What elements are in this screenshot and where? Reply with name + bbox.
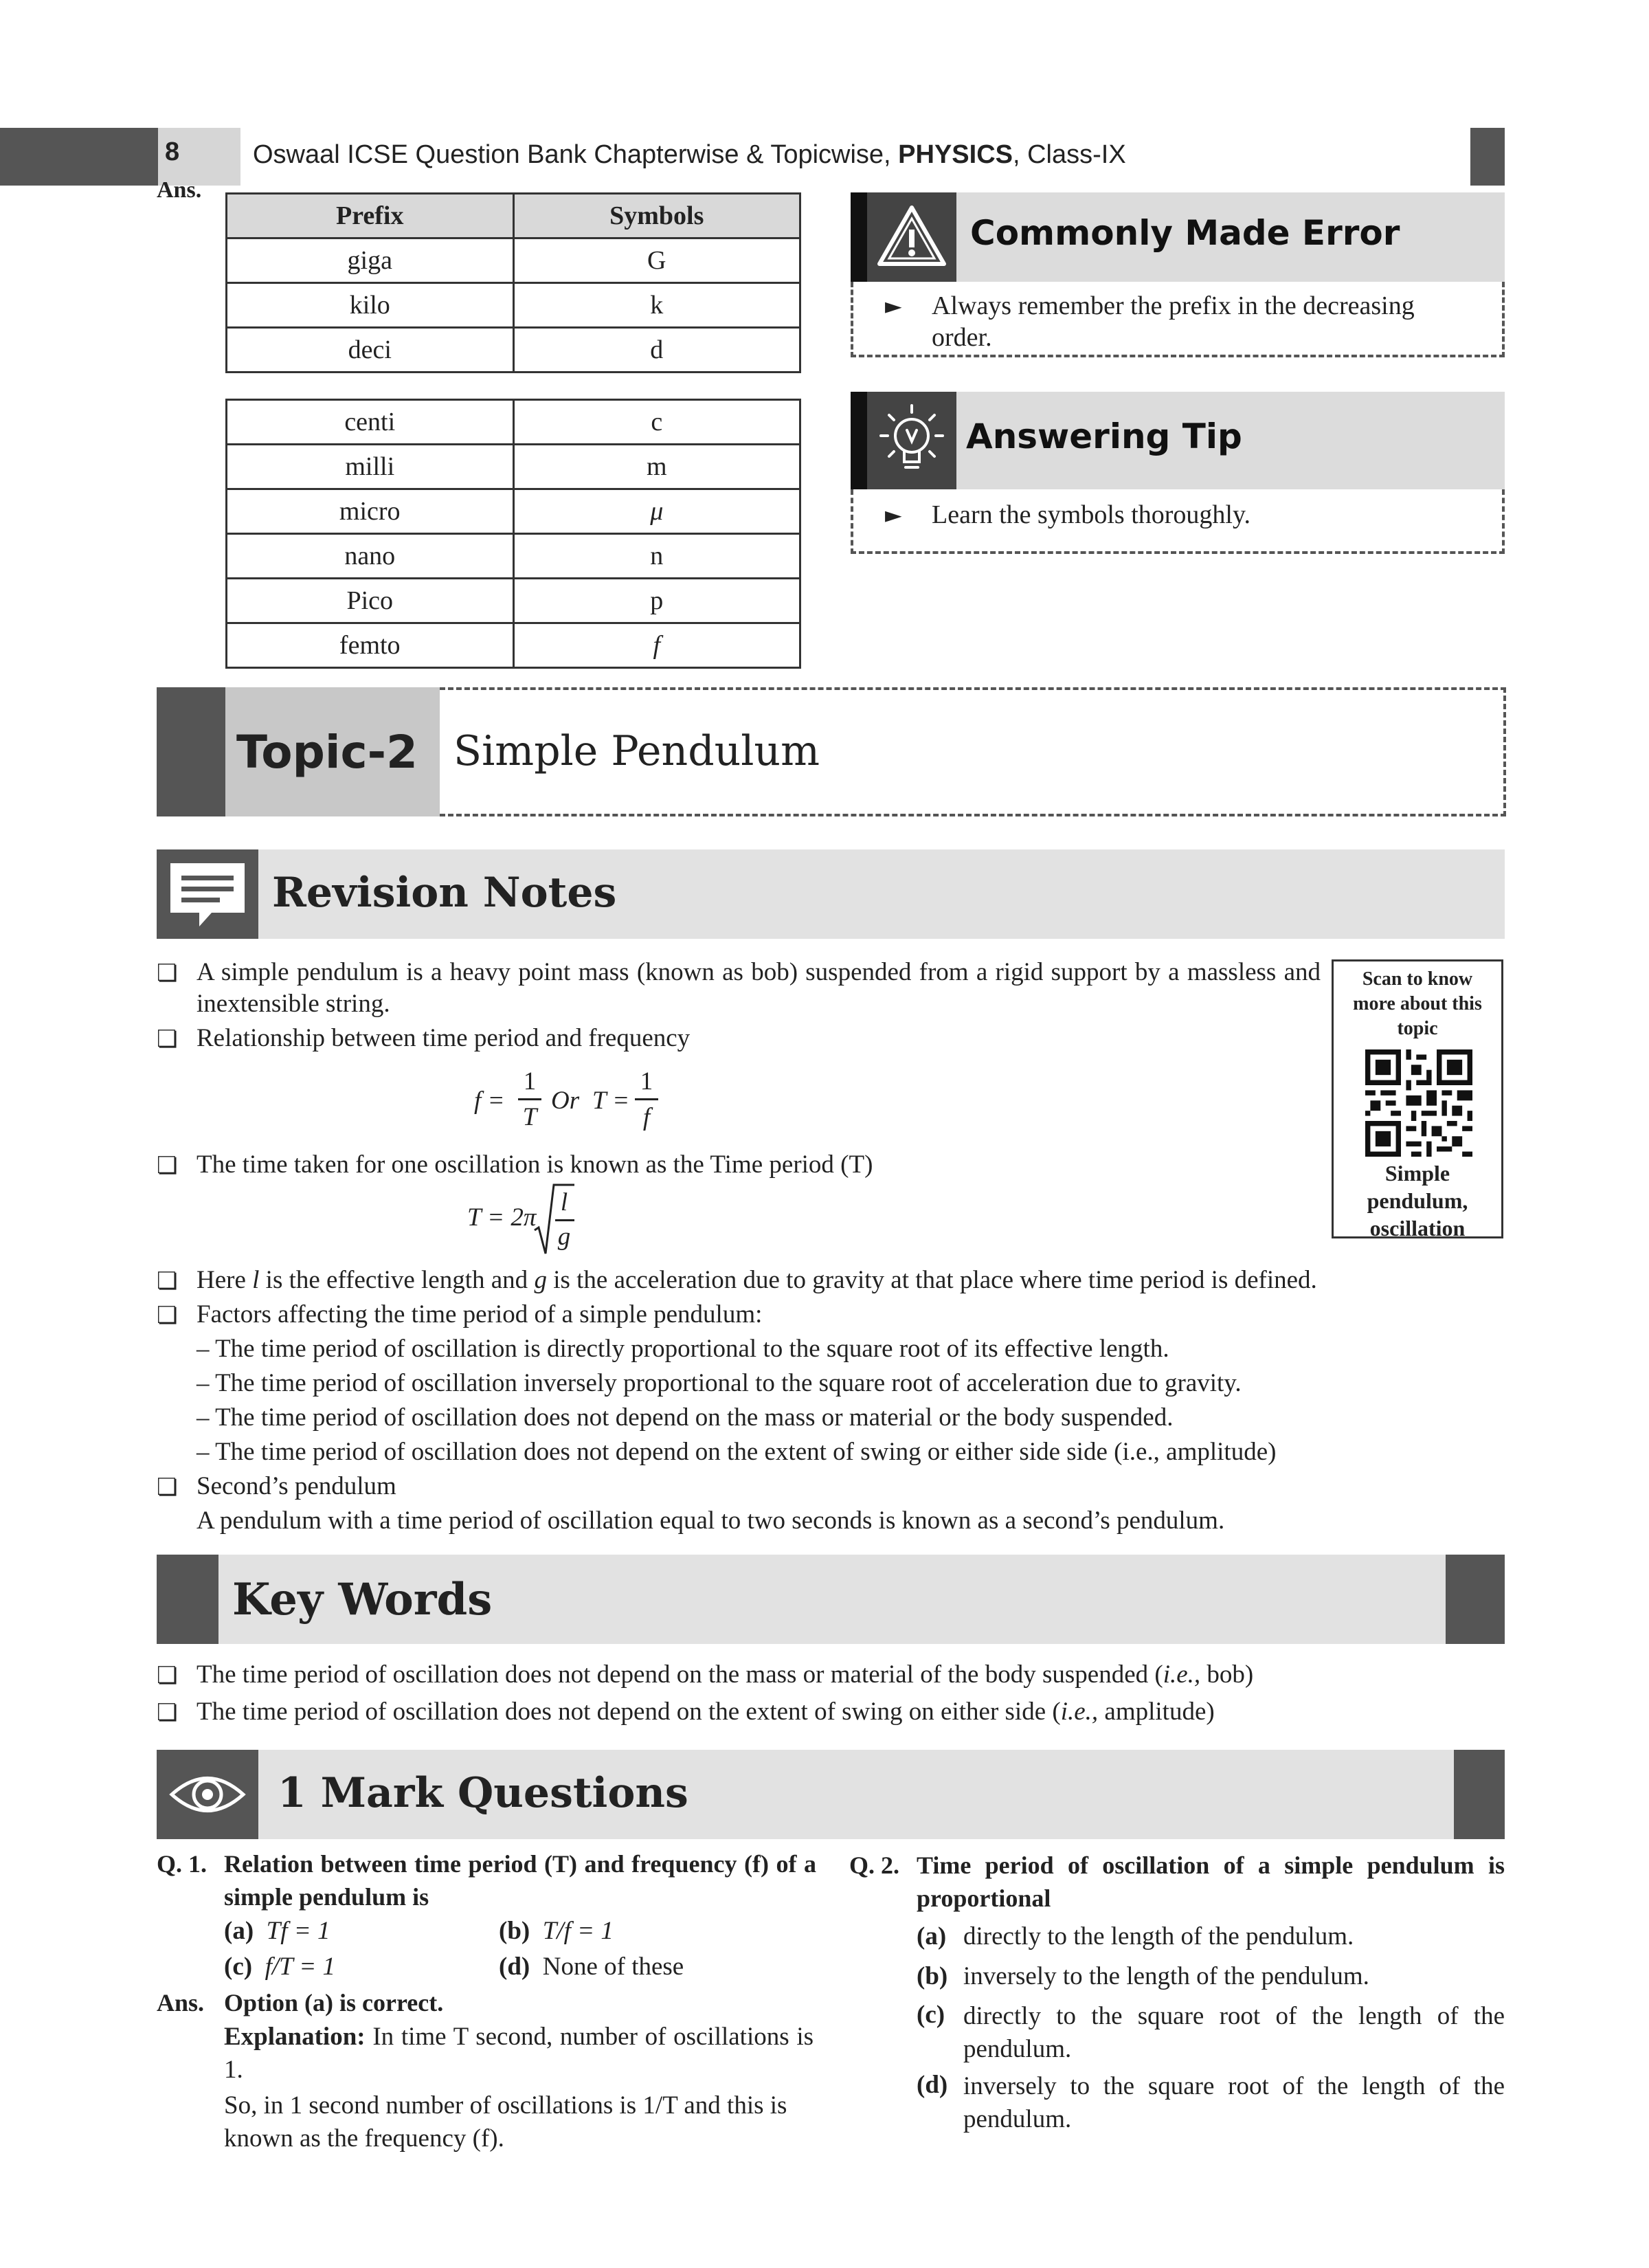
option-d[interactable] [499,1952,684,1981]
keyword-item [197,1696,1215,1728]
column-header-symbols: Symbols [513,194,800,238]
answer-label: Ans. [157,177,202,203]
lightbulb-icon [867,392,956,489]
prefix-cell: centi [227,400,514,445]
fraction-bar [518,1098,541,1100]
fraction-numerator: 1 [523,1067,537,1096]
table-row [227,623,800,668]
text-run: amplitude) [1098,1698,1215,1726]
text-run: i.e., [1163,1660,1201,1689]
header-title-suffix: , Class-IX [1013,140,1126,169]
option-text: f/T = 1 [265,1953,336,1981]
option-c[interactable] [224,1952,335,1981]
error-box-title: Commonly Made Error [970,213,1400,253]
answer-text: Option (a) is correct. [224,1989,444,2016]
symbol-cell: p [513,579,800,623]
question-number: Q. 2. [849,1852,900,1879]
header-right-bar [1470,128,1505,186]
prefix-table-top [225,192,801,373]
text-run: is the acceleration due to gravity at that place where time period is defined. [546,1266,1317,1294]
fraction-bar [635,1098,658,1100]
option-label: (a) [917,1922,947,1950]
text-run: bob) [1200,1660,1254,1689]
error-box-icon-bg [867,192,956,282]
symbol-cell: f [513,623,800,668]
option-label: (b) [917,1962,948,1990]
topic-banner-bar [157,687,225,816]
text-run: is the effective length and [259,1266,535,1294]
checkbox-bullet-icon: ❏ [157,1152,178,1179]
table-row [227,489,800,534]
explanation [224,2021,814,2087]
option-a[interactable] [917,1922,946,1951]
option-text: T/f = 1 [542,1917,614,1945]
note-paragraph: Second’s pendulum [197,1472,396,1500]
one-mark-right-bar [1454,1750,1505,1839]
formula-t-eq: T = [592,1087,630,1115]
tip-box-edge [851,392,867,489]
eye-icon [157,1750,258,1839]
note-paragraph: A simple pendulum is a heavy point mass (known as bob) suspended from a rigid support by a massless and inextensible string. [197,958,1321,1018]
running-header [253,140,1126,170]
symbol-cell: n [513,534,800,579]
formula-time-period [467,1182,605,1258]
prefix-cell: kilo [227,283,514,328]
chat-note-icon [157,849,258,939]
option-label: (a) [224,1917,254,1945]
arrow-bullet-icon: ► [885,502,902,528]
checkbox-bullet-icon: ❏ [157,1267,178,1295]
prefix-cell: Pico [227,579,514,623]
text-run: Here [197,1266,253,1294]
prefix-cell: nano [227,534,514,579]
text-run: i.e., [1060,1698,1099,1726]
option-label: (d) [499,1953,530,1981]
qr-bottom-text: Simple pendulum, oscillation [1367,1161,1468,1241]
option-c[interactable] [917,2000,945,2030]
checkbox-bullet-icon: ❏ [157,1662,178,1689]
explanation-continued: So, in 1 second number of oscillations is 1/T and this is known as the frequency (f). [224,2091,787,2153]
warning-icon [867,192,956,282]
keywords-left-bar [157,1555,218,1644]
answer-label: Ans. [157,1989,205,2016]
note-paragraph: A pendulum with a time period of oscillation equal to two seconds is known as a second’s pendulum. [197,1507,1225,1535]
symbol-cell: μ [513,489,800,534]
prefix-table-bottom [225,399,801,669]
table-header-row [227,194,800,238]
table-row [227,283,800,328]
option-text: Tf = 1 [266,1917,330,1945]
prefix-cell: deci [227,328,514,373]
option-text: None of these [542,1953,684,1981]
fraction-denominator: T [522,1103,537,1131]
table-row [227,238,800,283]
option-text: inversely to the square root of the length of the pendulum. [963,2072,1505,2133]
qr-top-text: Scan to know more about this topic [1353,968,1482,1039]
prefix-cell: milli [227,445,514,489]
option-b[interactable] [499,1916,614,1946]
header-left-bar [0,128,158,186]
option-text: inversely to the length of the pendulum. [963,1962,1369,1990]
sqrt-numerator: l [560,1188,568,1216]
header-subject: PHYSICS [898,140,1013,169]
option-label: (d) [917,2071,948,2099]
checkbox-bullet-icon: ❏ [157,1699,178,1726]
explanation-label: Explanation: [224,2023,366,2051]
question-number: Q. 1. [157,1850,207,1878]
text-run: The time period of oscillation does not depend on the mass or material of the body suspended ( [197,1660,1163,1689]
sqrt-denominator: g [557,1223,571,1251]
topic-label: Topic-2 [236,726,418,779]
topic-title: Simple Pendulum [453,727,820,775]
note-subpoint: – The time period of oscillation is directly proportional to the square root of its effective length. [197,1335,1169,1363]
formula-f-eq: f = [474,1087,505,1115]
symbol-cell: k [513,283,800,328]
symbol-cell: d [513,328,800,373]
formula-lhs: T = 2π [467,1203,537,1232]
keyword-item [197,1659,1253,1691]
option-label: (b) [499,1917,530,1945]
question-text: Relation between time period (T) and frequency (f) of a simple pendulum is [224,1850,816,1911]
option-label: (c) [224,1953,253,1981]
keywords-title: Key Words [232,1574,493,1625]
option-text: directly to the length of the pendulum. [963,1922,1354,1950]
table-row [227,579,800,623]
prefix-cell: femto [227,623,514,668]
column-header-prefix: Prefix [227,194,514,238]
formula-frequency [474,1067,673,1142]
table-row [227,328,800,373]
note-paragraph: Factors affecting the time period of a simple pendulum: [197,1300,763,1328]
tip-box-text: Learn the symbols thoroughly. [932,500,1251,529]
note-paragraph: The time taken for one oscillation is known as the Time period (T) [197,1150,873,1179]
prefix-cell: micro [227,489,514,534]
fraction-bar [555,1219,574,1221]
symbol-cell: c [513,400,800,445]
option-text: directly to the square root of the length of the pendulum. [963,2002,1505,2063]
option-a[interactable] [224,1916,330,1946]
symbol-l: l [252,1266,260,1294]
error-box-edge [851,192,867,282]
one-mark-icon-bg [157,1750,258,1839]
note-paragraph [197,1265,1317,1296]
option-label: (c) [917,2001,945,2029]
explanation-text: In time T second, number of oscillations is 1. [224,2023,814,2084]
option-b[interactable] [917,1961,947,1991]
fraction-denominator: f [642,1103,651,1131]
arrow-bullet-icon: ► [885,293,902,319]
fraction-numerator: 1 [640,1067,653,1096]
symbol-cell: m [513,445,800,489]
option-d[interactable] [917,2070,947,2100]
page-number: 8 [165,137,180,166]
question-text: Time period of oscillation of a simple pendulum is proportional [917,1852,1505,1912]
qr-code-icon[interactable] [1365,1049,1472,1157]
one-mark-title: 1 Mark Questions [278,1769,688,1817]
qr-info-box [1332,959,1503,1241]
checkbox-bullet-icon: ❏ [157,959,178,987]
note-subpoint: – The time period of oscillation does not depend on the extent of swing or either side side (i.e., amplitude) [197,1438,1277,1466]
checkbox-bullet-icon: ❏ [157,1474,178,1501]
revision-title: Revision Notes [272,869,617,917]
note-subpoint: – The time period of oscillation inversely proportional to the square root of acceleration due to gravity. [197,1369,1242,1397]
keywords-right-bar [1446,1555,1505,1644]
formula-or: Or [551,1087,580,1115]
revision-icon-bg [157,849,258,939]
table-row [227,400,800,445]
tip-box-title: Answering Tip [966,416,1242,456]
prefix-cell: giga [227,238,514,283]
checkbox-bullet-icon: ❏ [157,1025,178,1053]
checkbox-bullet-icon: ❏ [157,1302,178,1329]
table-row [227,445,800,489]
note-paragraph: Relationship between time period and frequency [197,1024,691,1052]
table-row [227,534,800,579]
header-title-prefix: Oswaal ICSE Question Bank Chapterwise & Topicwise, [253,140,891,169]
error-box-text: Always remember the prefix in the decreasing order. [932,291,1415,352]
note-subpoint: – The time period of oscillation does not depend on the mass or material or the body suspended. [197,1403,1174,1432]
symbol-g: g [534,1266,547,1294]
tip-box-icon-bg [867,392,956,489]
symbol-cell: G [513,238,800,283]
text-run: The time period of oscillation does not depend on the extent of swing on either side ( [197,1698,1061,1726]
